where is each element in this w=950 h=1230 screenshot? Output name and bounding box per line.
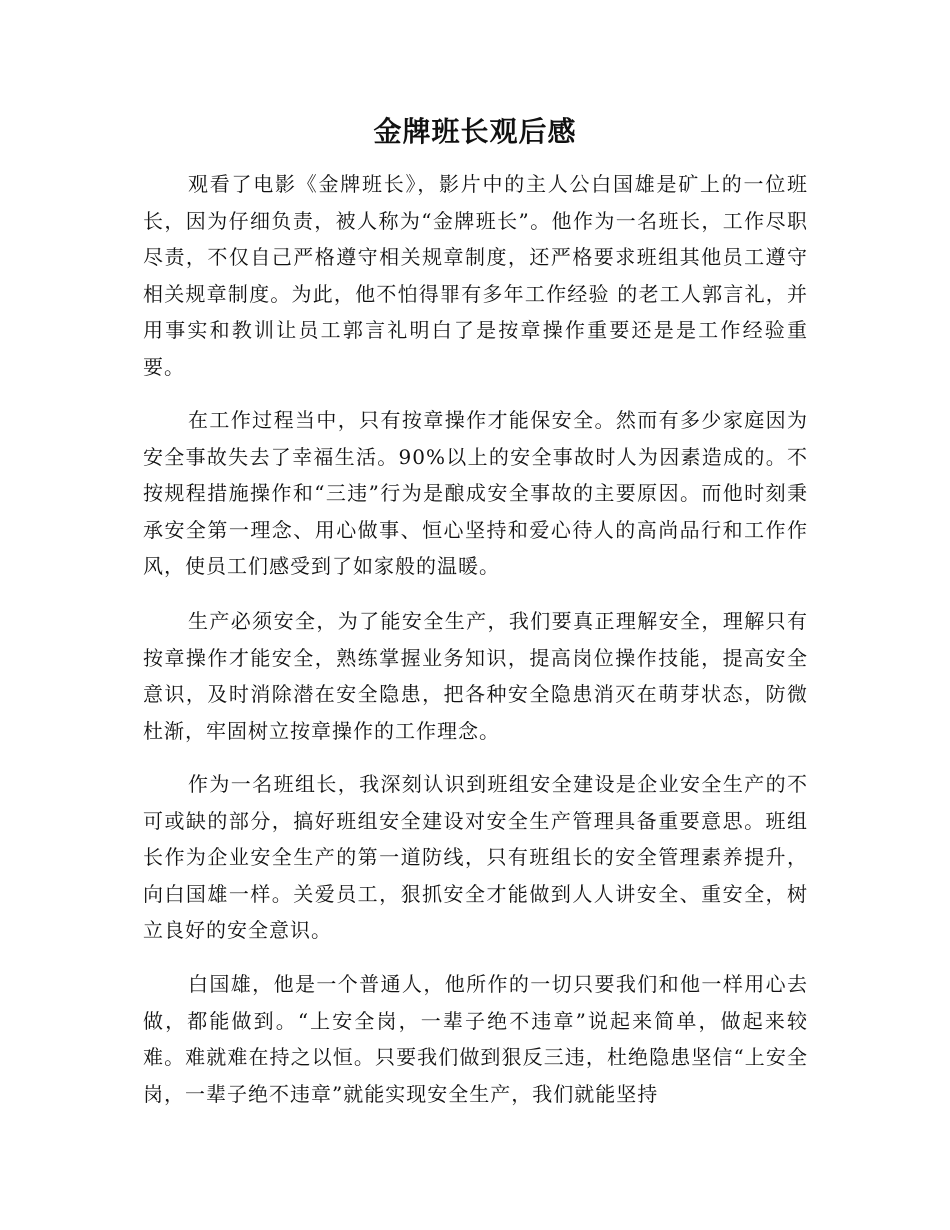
paragraph-4: 作为一名班组长，我深刻认识到班组安全建设是企业安全生产的不可或缺的部分，搞好班组安全建设对安全生产管理具备重要意思。班组长作为企业安全生产的第一道防线，只有班组长的安全管理素养提升，向白国雄一样。关爱员工，狠抓安全才能做到人人讲安全、重安全，树立良好的安全意识。 [143, 772, 808, 942]
paragraph-3: 生产必须安全，为了能安全生产，我们要真正理解安全，理解只有按章操作才能安全，熟练掌握业务知识，提高岗位操作技能，提高安全意识，及时消除潜在安全隐患，把各种安全隐患消灭在萌芽状态，防微杜渐，牢固树立按章操作的工作理念。 [143, 609, 808, 743]
paragraph-1: 观看了电影《金牌班长》，影片中的主人公白国雄是矿上的一位班长，因为仔细负责，被人称为“金牌班长”。他作为一名班长，工作尽职尽责，不仅自己严格遵守相关规章制度，还严格要求班组其他员工遵守相关规章制度。为此，他不怕得罪有多年工作经验 的老工人郭言礼，并用事实和教训让员工郭言礼明白了是按章操作重要还是是工作经验重要。 [143, 172, 808, 379]
paragraph-5: 白国雄，他是一个普通人，他所作的一切只要我们和他一样用心去做，都能做到。“上安全岗，一辈子绝不违章”说起来简单，做起来较难。难就难在持之以恒。只要我们做到狠反三违，杜绝隐患坚信“上安全岗，一辈子绝不违章”就能实现安全生产，我们就能坚持 [143, 972, 808, 1106]
paragraph-2: 在工作过程当中，只有按章操作才能保安全。然而有多少家庭因为安全事故失去了幸福生活。90%以上的安全事故时人为因素造成的。不按规程措施操作和“三违”行为是酿成安全事故的主要原因。而他时刻秉承安全第一理念、用心做事、恒心坚持和爱心待人的高尚品行和工作作风，使员工们感受到了如家般的温暖。 [143, 408, 808, 578]
document-title: 金牌班长观后感 [373, 115, 577, 148]
